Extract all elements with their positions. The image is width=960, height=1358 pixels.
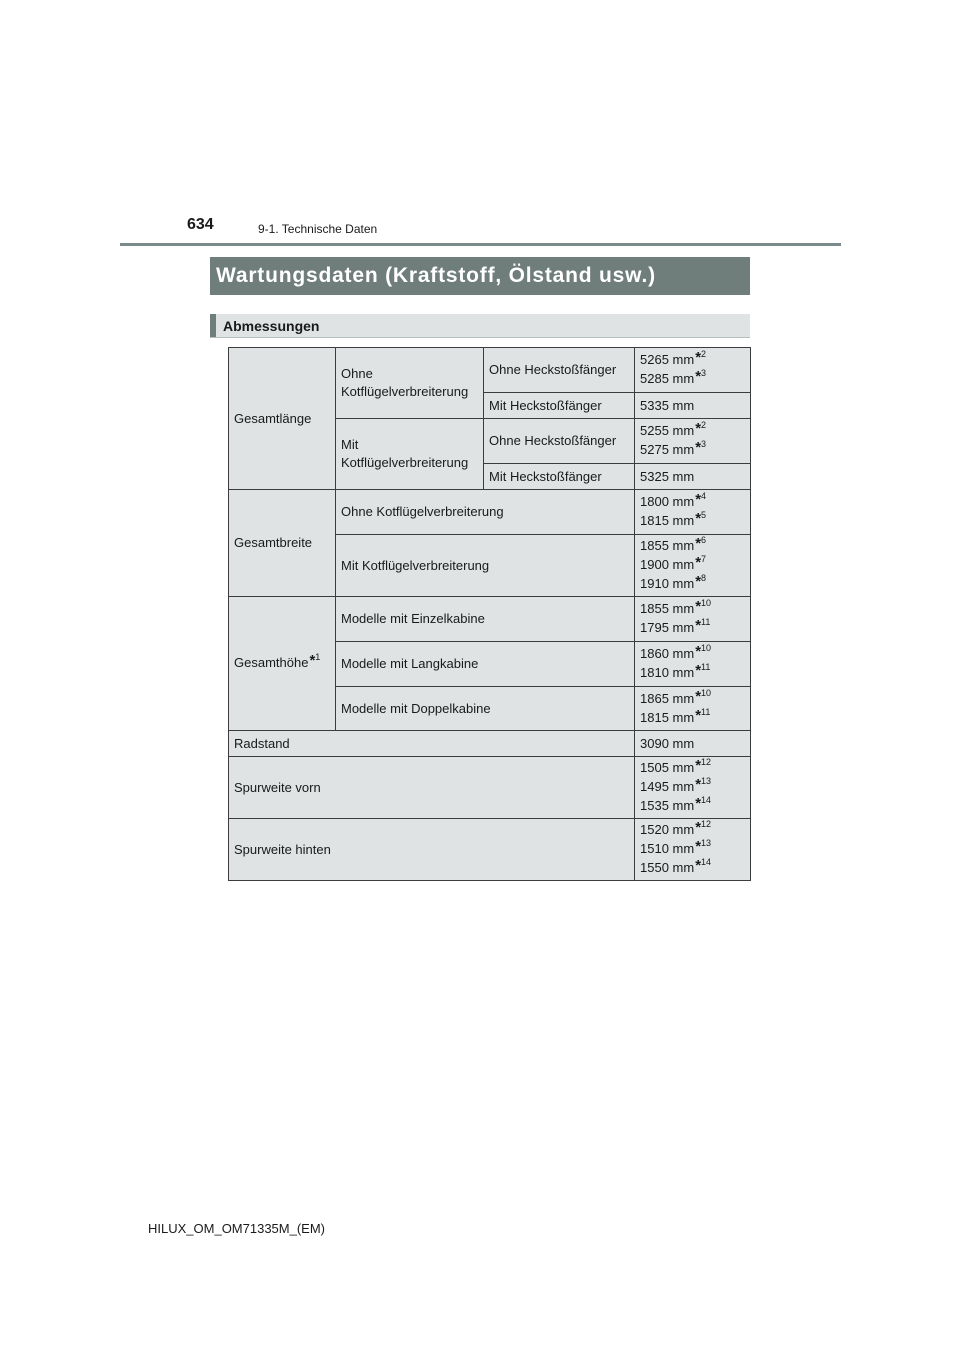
value-cell	[635, 819, 751, 881]
value-line	[640, 556, 745, 575]
footnote-marker: *	[695, 757, 702, 774]
footnote-marker: *	[695, 776, 702, 793]
table-row	[229, 348, 751, 393]
footnote-number: 10	[701, 643, 712, 653]
ohne-heckstossfaenger-cell: Ohne Heckstoßfänger	[484, 419, 635, 464]
footnote-marker: *	[695, 368, 702, 385]
value-line	[640, 619, 745, 638]
value-text: 1495 mm	[640, 779, 695, 794]
value-cell	[635, 687, 751, 731]
value-text: 1860 mm	[640, 646, 695, 661]
ohne-heckstossfaenger-cell: Ohne Heckstoßfänger	[484, 348, 635, 393]
value-text: 1520 mm	[640, 822, 695, 837]
page-number: 634	[187, 216, 214, 233]
footnote-marker: *	[695, 535, 702, 552]
footnote-marker: *	[695, 491, 702, 508]
footnote-number: 2	[701, 349, 707, 359]
value-line	[640, 759, 745, 778]
mit-kotfluegel-cell: Mit Kotflügelverbreiterung	[336, 535, 635, 597]
mit-heckstossfaenger-cell: Mit Heckstoßfänger	[484, 393, 635, 419]
dimensions-table	[228, 347, 751, 881]
footnote-number: 14	[701, 857, 712, 867]
row-label-gesamthoehe	[229, 597, 336, 731]
value-line	[640, 351, 745, 370]
footnote-number: 13	[701, 838, 712, 848]
value-text: 1815 mm	[640, 513, 695, 528]
value-text: 5265 mm	[640, 352, 695, 367]
value-cell	[635, 642, 751, 687]
einzelkabine-cell: Modelle mit Einzelkabine	[336, 597, 635, 642]
row-label-spurweite-vorn: Spurweite vorn	[229, 757, 635, 819]
value-line	[640, 370, 745, 389]
footnote-number: 1	[315, 652, 321, 662]
footnote-marker: *	[695, 662, 702, 679]
value-cell	[635, 597, 751, 642]
value-line	[640, 687, 745, 709]
mit-kotfluegel-cell	[336, 419, 484, 490]
footnote-number: 10	[701, 687, 712, 698]
row-label-gesamtbreite: Gesamtbreite	[229, 490, 336, 597]
footnote-marker: *	[695, 819, 702, 836]
footnote-number: 11	[701, 706, 711, 717]
value-line	[640, 821, 745, 840]
table-row	[229, 597, 751, 642]
footnote-number: 11	[701, 662, 711, 672]
footnote-number: 6	[701, 535, 707, 545]
value-text: 1550 mm	[640, 860, 695, 875]
footnote-marker: *	[695, 349, 702, 366]
section-underline	[210, 337, 750, 338]
footnote-marker: *	[695, 439, 702, 456]
header-divider	[120, 243, 841, 246]
value-text: 1865 mm	[640, 690, 695, 706]
footnote-number: 3	[701, 439, 707, 449]
footnote-number: 10	[701, 598, 712, 608]
doppelkabine-cell: Modelle mit Doppelkabine	[336, 687, 635, 731]
cell-label-line: Kotflügelverbreiterung	[341, 455, 469, 470]
value-line	[640, 512, 745, 531]
footnote-number: 3	[701, 368, 707, 378]
ohne-kotfluegel-cell	[336, 348, 484, 419]
value-cell	[635, 535, 751, 597]
footnote-marker: *	[695, 420, 702, 437]
footnote-marker: *	[695, 687, 702, 705]
value-line	[640, 537, 745, 556]
cell-label-line: Ohne	[341, 366, 373, 381]
row-label-gesamtlaenge: Gesamtlänge	[229, 348, 336, 490]
mit-heckstossfaenger-cell: Mit Heckstoßfänger	[484, 464, 635, 490]
footnote-marker: *	[309, 652, 316, 669]
value-line	[640, 575, 745, 594]
value-line	[640, 645, 745, 664]
footnote-marker: *	[695, 598, 702, 615]
value-text: 1535 mm	[640, 798, 695, 813]
footnote-number: 12	[701, 819, 712, 829]
value-cell	[635, 757, 751, 819]
document-footer: HILUX_OM_OM71335M_(EM)	[148, 1221, 325, 1236]
value-line	[640, 422, 745, 441]
value-line	[640, 493, 745, 512]
cell-label-line: Kotflügelverbreiterung	[341, 384, 469, 399]
value-text: 1510 mm	[640, 841, 695, 856]
value-line	[640, 778, 745, 797]
footnote-marker: *	[695, 554, 702, 571]
value-line	[640, 706, 745, 728]
footnote-marker: *	[695, 838, 702, 855]
footnote-marker: *	[695, 617, 702, 634]
footnote-number: 13	[701, 776, 712, 786]
value-text: 1800 mm	[640, 494, 695, 509]
value-cell: 5325 mm	[635, 464, 751, 490]
ohne-kotfluegel-cell: Ohne Kotflügelverbreiterung	[336, 490, 635, 535]
page-title: Wartungsdaten (Kraftstoff, Ölstand usw.)	[210, 257, 750, 295]
value-line	[640, 840, 745, 859]
value-line	[640, 859, 745, 878]
footnote-marker: *	[695, 706, 702, 724]
value-cell	[635, 490, 751, 535]
value-cell	[635, 348, 751, 393]
value-text: 5255 mm	[640, 423, 695, 438]
value-cell: 5335 mm	[635, 393, 751, 419]
value-text: 1795 mm	[640, 620, 695, 635]
value-text: 1910 mm	[640, 576, 695, 591]
row-label-spurweite-hinten: Spurweite hinten	[229, 819, 635, 881]
footnote-marker: *	[695, 510, 702, 527]
value-line	[640, 664, 745, 683]
value-cell: 3090 mm	[635, 731, 751, 757]
table-row	[229, 819, 751, 881]
value-cell	[635, 419, 751, 464]
footnote-marker: *	[695, 795, 702, 812]
table-row	[229, 757, 751, 819]
footnote-number: 14	[701, 795, 712, 805]
cell-label-line: Mit	[341, 437, 359, 452]
footnote-number: 4	[701, 491, 707, 501]
row-label-text: Gesamthöhe	[234, 655, 309, 670]
value-text: 1810 mm	[640, 665, 695, 680]
row-label-radstand: Radstand	[229, 731, 635, 757]
footnote-number: 12	[701, 757, 712, 767]
value-line	[640, 797, 745, 816]
value-text: 1505 mm	[640, 760, 695, 775]
footnote-number: 11	[701, 617, 711, 627]
footnote-number: 5	[701, 510, 707, 520]
footnote-marker: *	[695, 857, 702, 874]
value-line	[640, 441, 745, 460]
value-text: 1900 mm	[640, 557, 695, 572]
value-text: 1855 mm	[640, 538, 695, 553]
value-text: 1815 mm	[640, 709, 695, 725]
langkabine-cell: Modelle mit Langkabine	[336, 642, 635, 687]
section-heading-label: Abmessungen	[223, 318, 320, 334]
footnote-marker: *	[695, 573, 702, 590]
value-text: 5285 mm	[640, 371, 695, 386]
footnote-marker: *	[695, 643, 702, 660]
footnote-number: 7	[701, 554, 707, 564]
value-text: 5275 mm	[640, 442, 695, 457]
footnote-number: 8	[701, 573, 707, 583]
value-line	[640, 600, 745, 619]
section-heading	[210, 314, 750, 338]
table-row	[229, 731, 751, 757]
value-text: 1855 mm	[640, 601, 695, 616]
chapter-title: 9-1. Technische Daten	[258, 222, 378, 236]
table-row	[229, 490, 751, 535]
footnote-number: 2	[701, 420, 707, 430]
